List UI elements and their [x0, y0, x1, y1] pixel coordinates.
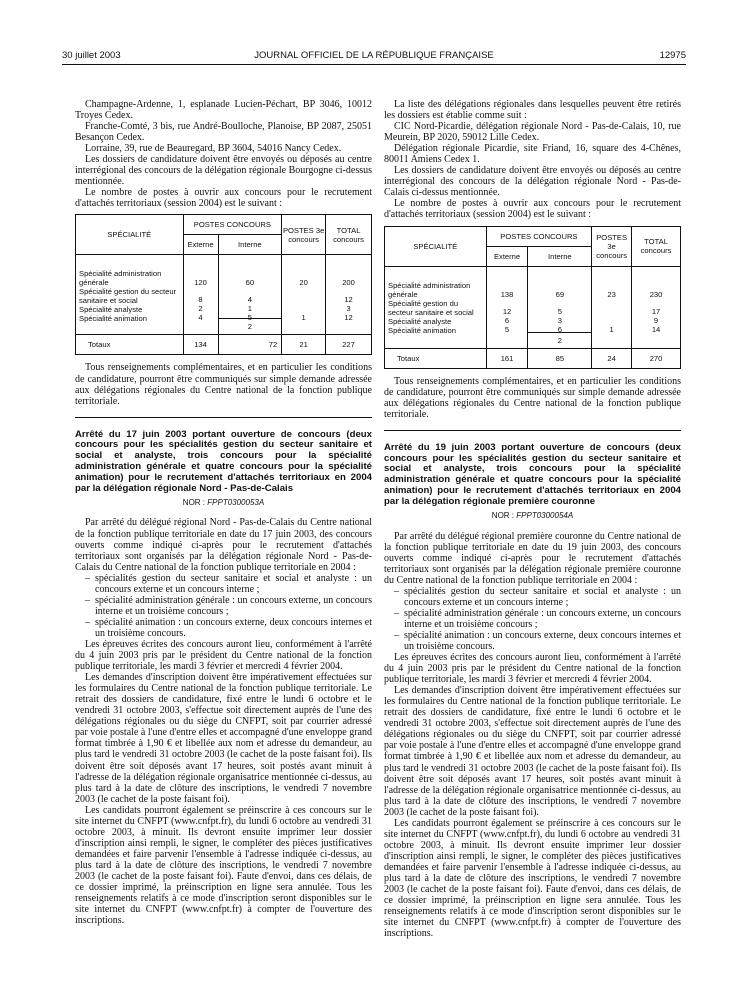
list-item: – spécialités gestion du secteur sanitaire et social et analyste : un concours externe et un concours interne ; — [85, 573, 372, 595]
header-total: TOTAL concours — [326, 215, 372, 255]
totaux-externe: 134 — [183, 335, 218, 355]
cell: 2 — [198, 304, 203, 314]
externe-values — [183, 255, 218, 335]
cell — [592, 316, 631, 325]
header-troisieme: POSTES 3e concours — [282, 215, 326, 255]
troisieme-values — [592, 266, 632, 348]
cell: 20 — [299, 278, 308, 288]
specialite-labels — [76, 255, 184, 335]
cell: 3 — [557, 315, 562, 325]
totaux-total: 227 — [326, 335, 372, 355]
header-interne: Interne — [528, 246, 592, 266]
label-gestion: Spécialité gestion du secteur sanitaire et social — [388, 298, 474, 317]
cell: 6 — [504, 315, 510, 325]
cell: 9 — [653, 315, 659, 325]
nor-code: FPPT0300053A — [207, 498, 265, 508]
cell: 5 — [504, 324, 510, 334]
list-item: – spécialité administration générale : un concours externe, un concours interne et un troisième concours ; — [85, 595, 372, 617]
concours-list — [85, 573, 372, 639]
totaux-label: Totaux — [76, 335, 184, 355]
paragraph: Le nombre de postes à ouvrir aux concours pour le recrutement d'attachés territoriaux (session 2004) est le suivant : — [384, 198, 681, 221]
cell: 200 — [342, 278, 355, 288]
label-animation: Spécialité animation — [388, 325, 456, 335]
total-values — [326, 255, 372, 335]
header-journal-title: JOURNAL OFFICIEL DE LA RÉPUBLIQUE FRANÇAISE — [254, 50, 494, 61]
cell: 1 — [301, 313, 306, 323]
address-lorraine: Lorraine, 39, rue de Beauregard, BP 3604, 54016 Nancy Cedex. — [85, 143, 342, 155]
postes-table — [75, 214, 372, 355]
totaux-troisieme: 24 — [592, 348, 632, 368]
cell: 5 — [557, 306, 562, 316]
list-item: – spécialité animation : un concours externe, deux concours internes et un troisième concours. — [85, 617, 372, 639]
cell: 138 — [500, 289, 514, 299]
paragraph: Les candidats pourront également se préinscrire à ces concours sur le site internet du CNFPT (www.cnfpt.fr), du lundi 6 octobre au vendredi 31 octobre 2003, à minuit. Ils devront ensuite imprimer leur dossier d'inscription ainsi rempli, le signer, le compléter des pièces justificatives demandées et faire parvenir l'ensemble à l'adresse indiquée ci-dessus, au plus tard à la date de clôture des inscriptions, le vendredi 7 novembre 2003 (le cachet de la poste faisant foi). Faute d'envoi, dans ces délais, de ce dossier imprimé, la préinscription en ligne sera annulée. Tous les renseignements relatifs à ce mode d'inscription seront disponibles sur le site internet du CNFPT (www.cnfpt.fr) à compter de l'ouverture des inscriptions. — [75, 804, 372, 927]
header-externe: Externe — [486, 246, 528, 266]
cell-interne-extra: 2 — [528, 332, 591, 348]
header-rule — [62, 64, 686, 65]
cell: 3 — [346, 304, 351, 314]
section-rule — [75, 417, 372, 418]
nor-label: NOR : — [182, 498, 206, 508]
cell: 12 — [344, 313, 353, 323]
nor-reference — [384, 510, 681, 521]
left-column — [75, 99, 372, 926]
interne-values — [218, 255, 282, 335]
cell: 6 — [557, 324, 562, 334]
paragraph: Tous renseignements complémentaires, et en particulier les conditions de candidature, pourront être communiqués sur simple demande adressée aux délégations régionales du Centre national de la fonction publique territoriale. — [384, 375, 681, 420]
totaux-interne: 72 — [218, 335, 282, 355]
paragraph: La liste des délégations régionales dans lesquelles peuvent être retirés les dossiers est établie comme suit : — [384, 99, 681, 122]
label-analyste: Spécialité analyste — [79, 305, 143, 315]
header-date: 30 juillet 2003 — [62, 50, 121, 61]
specialite-labels — [385, 266, 487, 348]
arrete-title: Arrêté du 17 juin 2003 portant ouverture de concours (deux concours pour les spécialités gestion du secteur sanitaire et social et analyste, trois concours pour la spécialité administration générale et quatre concours pour la spécialité animation) pour le recrutement d'attachés territoriaux en 2004 par la délégation régionale Nord - Pas-de-Calais — [75, 428, 372, 494]
list-item: – spécialités gestion du secteur sanitaire et social et analyste : un concours externe et un concours interne ; — [394, 586, 681, 608]
postes-table — [384, 226, 681, 369]
totaux-troisieme: 21 — [282, 335, 326, 355]
cell — [592, 307, 631, 316]
header-total: TOTAL concours — [632, 226, 681, 266]
label-animation: Spécialité animation — [79, 314, 147, 324]
cell-interne-extra: 2 — [219, 318, 282, 334]
totaux-externe: 161 — [486, 348, 528, 368]
list-item: – spécialité administration générale : un concours externe, un concours interne et un troisième concours ; — [394, 608, 681, 630]
paragraph: Par arrêté du délégué régional première couronne du Centre national de la fonction publique territoriale en date du 19 juin 2003, des concours ouverts comme indiqué ci-après pour le recrutement d'attachés territoriaux sont organisés par la délégation régionale première couronne du Centre national de la fonction publique territoriale en 2004 : — [384, 530, 681, 586]
paragraph: Par arrêté du délégué régional Nord - Pas-de-Calais du Centre national de la fonction publique territoriale en date du 17 juin 2003, des concours ouverts comme indiqué ci-après pour le recrutement d'attachés territoriaux sont organisés par la délégation régionale Nord - Pas-de-Calais du Centre national de la fonction publique territoriale en 2004 : — [75, 517, 372, 573]
address-franche-comte: Franche-Comté, 3 bis, rue André-Boulloche, Planoise, BP 2087, 25051 Besançon Cedex. — [75, 121, 372, 144]
troisieme-values — [282, 255, 326, 335]
header-interne: Interne — [218, 235, 282, 255]
label-analyste: Spécialité analyste — [388, 316, 452, 326]
paragraph: Les épreuves écrites des concours auront lieu, conformément à l'arrêté du 4 juin 2003 pris par le président du Centre national de la fonction publique territoriale, les mardi 3 février et mercredi 4 février 2004. — [75, 639, 372, 673]
paragraph: Tous renseignements complémentaires, et en particulier les conditions de candidature, pourront être communiqués sur simple demande adressée aux délégations régionales du Centre national de la fonction publique territoriale. — [75, 362, 372, 407]
total-values — [632, 266, 681, 348]
cell: 8 — [198, 295, 203, 305]
cell: 69 — [555, 289, 565, 299]
cell — [282, 304, 325, 313]
totaux-interne: 85 — [528, 348, 592, 368]
address-nord: CIC Nord-Picardie, délégation régionale Nord - Pas-de-Calais, 10, rue Meurein, BP 2020, 59012 Lille Cedex. — [384, 121, 681, 144]
nor-code: FPPT0300054A — [516, 511, 574, 521]
paragraph: Les épreuves écrites des concours auront lieu, conformément à l'arrêté du 4 juin 2003 pris par le président du Centre national de la fonction publique territoriale, les mardi 3 février et mercredi 4 février 2004. — [384, 652, 681, 686]
label-administration: Spécialité administration générale — [388, 280, 471, 299]
nor-reference — [75, 497, 372, 508]
nor-label: NOR : — [491, 511, 515, 521]
header-specialite: SPÉCIALITÉ — [76, 215, 184, 255]
header-externe: Externe — [183, 235, 218, 255]
cell: 1 — [247, 304, 252, 314]
cell: 14 — [651, 324, 661, 334]
cell: 12 — [344, 295, 353, 305]
list-item: – spécialité animation : un concours externe, deux concours internes et un troisième concours. — [394, 630, 681, 652]
label-gestion: Spécialité gestion du secteur sanitaire et social — [79, 287, 177, 306]
section-rule — [384, 430, 681, 431]
paragraph: Les dossiers de candidature doivent être envoyés ou déposés au centre interrégional des concours de la délégation régionale Nord - Pas-de-Calais ci-dessus mentionnée. — [384, 165, 681, 199]
cell: 4 — [247, 295, 252, 305]
cell: 120 — [194, 278, 207, 288]
totaux-total: 270 — [632, 348, 681, 368]
cell: 230 — [649, 289, 663, 299]
paragraph: Les demandes d'inscription doivent être impérativement effectuées sur les formulaires du Centre national de la fonction publique territoriale. Le retrait des dossiers de candidature, fixé entre le lundi 6 octobre et le vendredi 31 octobre 2003, s'effectue soit directement auprès de l'une des délégations régionales ou du siège du CNFPT, soit par courrier adressé par voie postale à l'une d'entre elles et accompagné d'une enveloppe grand format timbrée à 1,90 € et libellée aux nom et adresse du demandeur, au plus tard le vendredi 31 octobre 2003 (le cachet de la poste faisant foi). Ils doivent être soit déposés avant 17 heures, soit postés avant minuit à l'adresse de la délégation régionale organisatrice mentionnée ci-dessus, au plus tard à la date de clôture des inscriptions, le vendredi 7 novembre 2003 (le cachet de la poste faisant foi). — [75, 672, 372, 805]
cell — [282, 295, 325, 304]
cell: 23 — [607, 289, 616, 299]
interne-values — [528, 266, 592, 348]
cell: 60 — [245, 278, 255, 288]
page-header — [62, 50, 686, 64]
address-picardie: Délégation régionale Picardie, site Friand, 16, square des 4-Chênes, 80011 Amiens Cedex 1. — [384, 143, 681, 166]
concours-list — [394, 586, 681, 652]
paragraph: Les dossiers de candidature doivent être envoyés ou déposés au centre interrégional des concours de la délégation régionale Bourgogne ci-dessus mentionnée. — [75, 154, 372, 188]
cell: 4 — [198, 313, 203, 323]
totaux-label: Totaux — [385, 348, 487, 368]
header-postes-concours: POSTES CONCOURS — [486, 226, 592, 246]
cell: 1 — [609, 324, 614, 334]
externe-values — [486, 266, 528, 348]
address-champagne: Champagne-Ardenne, 1, esplanade Lucien-Péchart, BP 3046, 10012 Troyes Cedex. — [75, 99, 372, 122]
header-specialite: SPÉCIALITÉ — [385, 226, 487, 266]
right-column — [384, 99, 681, 939]
cell: 17 — [651, 306, 661, 316]
paragraph: Les candidats pourront également se préinscrire à ces concours sur le site internet du CNFPT (www.cnfpt.fr), du lundi 6 octobre au vendredi 31 octobre 2003, à minuit. Ils devront ensuite imprimer leur dossier d'inscription ainsi rempli, le signer, le compléter des pièces justificatives demandées et faire parvenir l'ensemble à l'adresse indiquée ci-dessus, au plus tard à la date de clôture des inscriptions, le vendredi 7 novembre 2003 (le cachet de la poste faisant foi). Faute d'envoi, dans ces délais, de ce dossier imprimé, la préinscription en ligne sera annulée. Tous les renseignements relatifs à ce mode d'inscription seront disponibles sur le site internet du CNFPT (www.cnfpt.fr) à compter de l'ouverture des inscriptions. — [384, 817, 681, 940]
cell: 12 — [502, 306, 512, 316]
cell: 5 — [247, 313, 252, 323]
arrete-title: Arrêté du 19 juin 2003 portant ouverture de concours (deux concours pour les spécialités gestion du secteur sanitaire et social et analyste, trois concours pour la spécialité administration générale et quatre concours pour la spécialité animation) pour le recrutement d'attachés territoriaux en 2004 par la délégation régionale première couronne — [384, 441, 681, 507]
label-administration: Spécialité administration générale — [79, 269, 162, 288]
paragraph: Les demandes d'inscription doivent être impérativement effectuées sur les formulaires du Centre national de la fonction publique territoriale. Le retrait des dossiers de candidature, fixé entre le lundi 6 octobre et le vendredi 31 octobre 2003, s'effectue soit directement auprès de l'une des délégations régionales ou du siège du CNFPT, soit par courrier adressé par voie postale à l'une d'entre elles et accompagné d'une enveloppe grand format timbrée à 1,90 € et libellée aux nom et adresse du demandeur, au plus tard le vendredi 31 octobre 2003 (le cachet de la poste faisant foi). Ils doivent être soit déposés avant 17 heures, soit postés avant minuit à l'adresse de la délégation régionale organisatrice mentionnée ci-dessus, au plus tard à la date de clôture des inscriptions, le vendredi 7 novembre 2003 (le cachet de la poste faisant foi). — [384, 685, 681, 818]
header-page-number: 12975 — [659, 50, 686, 61]
header-troisieme: POSTES 3e concours — [592, 226, 632, 266]
paragraph: Le nombre de postes à ouvrir aux concours pour le recrutement d'attachés territoriaux (session 2004) est le suivant : — [75, 187, 372, 210]
header-postes-concours: POSTES CONCOURS — [183, 215, 282, 235]
